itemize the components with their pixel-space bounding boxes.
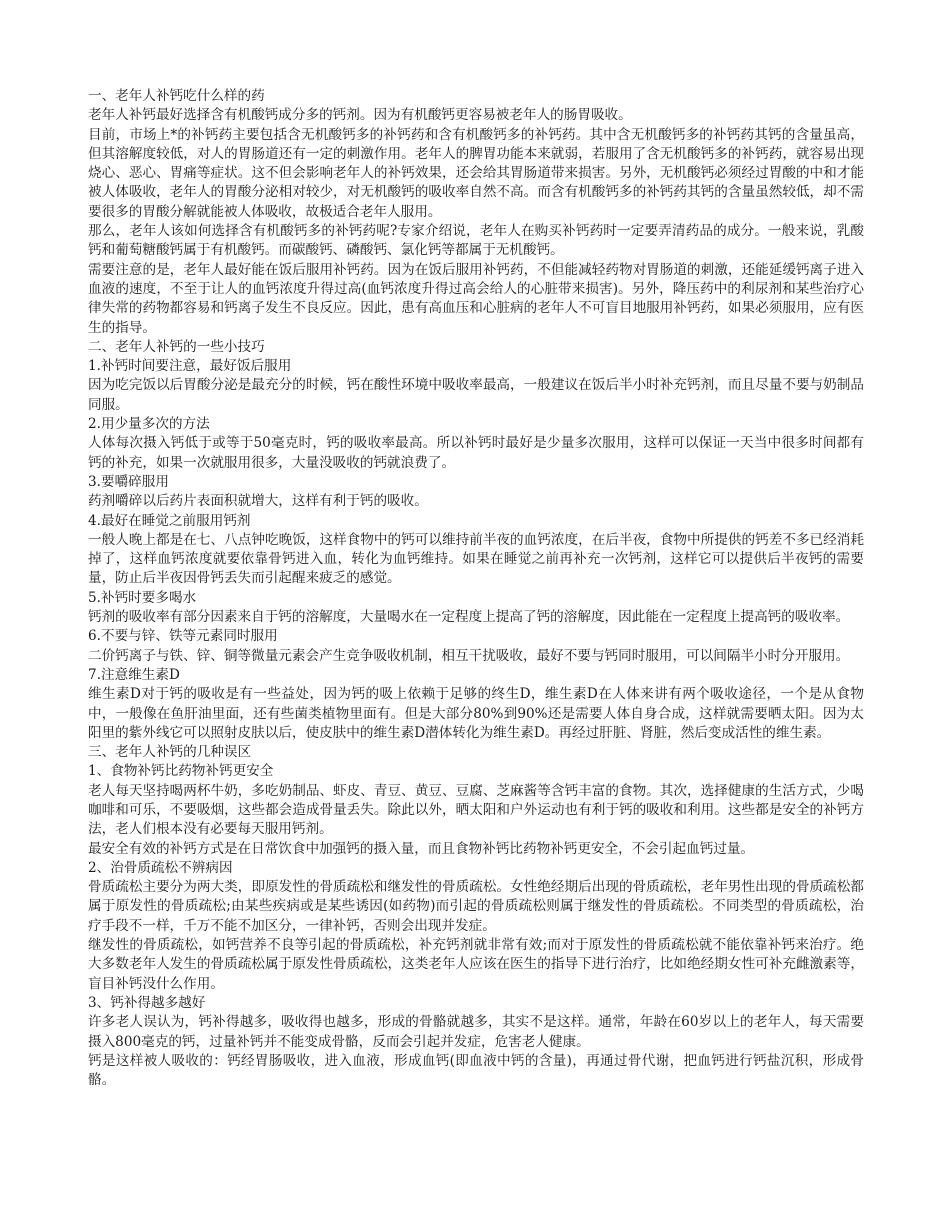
paragraph: 老人每天坚持喝两杯牛奶，多吃奶制品、虾皮、青豆、黄豆、豆腐、芝麻酱等含钙丰富的食物。其次，选择健康的生活方式，少喝咖啡和可乐，不要吸烟，这些都会造成骨量丢失。除此以外，晒太阳和户外运动也有利于钙的吸收和利用。这些都是安全的补钙方法，老人们根本没有必要每天服用钙剂。 [88, 782, 864, 838]
tip-heading: 1.补钙时间要注意，最好饭后服用 [88, 358, 292, 375]
paragraph: 人体每次摄入钙低于或等于50毫克时，钙的吸收率最高。所以补钙时最好是少量多次服用，这样可以保证一天当中很多时间都有钙的补充，如果一次就服用很多，大量没吸收的钙就浪费了。 [88, 435, 864, 471]
paragraph: 骨质疏松主要分为两大类，即原发性的骨质疏松和继发性的骨质疏松。女性绝经期后出现的骨质疏松，老年男性出现的骨质疏松都属于原发性的骨质疏松;由某些疾病或是某些诱因(如药物)而引起的骨质疏松则属于继发性的骨质疏松。不同类型的骨质疏松，治疗手段不一样，千万不能不加区分，一律补钙，否则会出现并发症。 [88, 879, 864, 934]
myth-heading: 1、食物补钙比药物补钙更安全 [88, 763, 274, 780]
paragraph: 那么，老年人该如何选择含有机酸钙多的补钙药呢?专家介绍说，老年人在购买补钙药时一定要弄清药品的成分。一般来说，乳酸钙和葡萄糖酸钙属于有机酸钙。而碳酸钙、磷酸钙、氯化钙等都属于无机酸钙。 [88, 223, 864, 259]
section-heading-2: 二、老年人补钙的一些小技巧 [88, 338, 265, 355]
tip-heading: 2.用少量多次的方法 [88, 416, 210, 433]
paragraph: 继发性的骨质疏松，如钙营养不良等引起的骨质疏松，补充钙剂就非常有效;而对于原发性的骨质疏松就不能依靠补钙来治疗。绝大多数老年人发生的骨质疏松属于原发性骨质疏松，这类老年人应该在医生的指导下进行治疗，比如绝经期女性可补充雌激素等，盲目补钙没什么作用。 [88, 937, 864, 992]
paragraph: 最安全有效的补钙方式是在日常饮食中加强钙的摄入量，而且食物补钙比药物补钙更安全，不会引起血钙过量。 [88, 840, 755, 857]
paragraph: 目前，市场上*的补钙药主要包括含无机酸钙多的补钙药和含有机酸钙多的补钙药。其中含无机酸钙多的补钙药其钙的含量虽高，但其溶解度较低，对人的胃肠道还有一定的刺激作用。老年人的脾胃功能本来就弱，若服用了含无机酸钙多的补钙药，就容易出现烧心、恶心、胃痛等症状。这不但会影响老年人的补钙效果，还会给其胃肠道带来损害。另外，无机酸钙必须经过胃酸的中和才能被人体吸收，老年人的胃酸分泌相对较少，对无机酸钙的吸收率自然不高。而含有机酸钙多的补钙药其钙的含量虽然较低，却不需要很多的胃酸分解就能被人体吸收，故极适合老年人服用。 [88, 126, 864, 220]
tip-heading: 7.注意维生素D [88, 666, 180, 683]
paragraph: 因为吃完饭以后胃酸分泌是最充分的时候，钙在酸性环境中吸收率最高，一般建议在饭后半小时补充钙剂，而且尽量不要与奶制品同服。 [88, 377, 864, 413]
paragraph: 钙是这样被人吸收的：钙经胃肠吸收，进入血液，形成血钙(即血液中钙的含量)，再通过骨代谢，把血钙进行钙盐沉积，形成骨骼。 [88, 1052, 864, 1089]
paragraph: 许多老人误认为，钙补得越多，吸收得也越多，形成的骨骼就越多，其实不是这样。通常，年龄在60岁以上的老年人，每天需要摄入800毫克的钙，过量补钙并不能变成骨骼，反而会引起并发症，危害老人健康。 [88, 1014, 864, 1050]
document-body [88, 87, 864, 1090]
paragraph: 老年人补钙最好选择含有机酸钙成分多的钙剂。因为有机酸钙更容易被老年人的肠胃吸收。 [88, 107, 632, 124]
paragraph: 维生素D对于钙的吸收是有一些益处，因为钙的吸上依赖于足够的终生D，维生素D在人体来讲有两个吸收途径，一个是从食物中，一般像在鱼肝油里面，还有些菌类植物里面有。但是大部分80%到90%还是需要人体自身合成，这样就需要晒太阳。因为太阳里的紫外线它可以照射皮肤以后，使皮肤中的维生素D潜体转化为维生素D。再经过肝脏、肾脏，然后变成活性的维生素。 [88, 686, 864, 741]
section-heading-3: 三、老年人补钙的几种误区 [88, 744, 252, 761]
tip-heading: 4.最好在睡觉之前服用钙剂 [88, 512, 251, 529]
section-heading-1: 一、老年人补钙吃什么样的药 [88, 88, 265, 104]
myth-heading: 3、钙补得越多越好 [88, 994, 206, 1011]
tip-heading: 6.不要与锌、铁等元素同时服用 [88, 628, 278, 645]
paragraph: 需要注意的是，老年人最好能在饭后服用补钙药。因为在饭后服用补钙药，不但能减轻药物对胃肠道的刺激，还能延缓钙离子进入血液的速度，不至于让人的血钙浓度升得过高(血钙浓度升得过高会给人的心脏带来损害)。另外，降压药中的利尿剂和某些治疗心律失常的药物都容易和钙离子发生不良反应。因此，患有高血压和心脏病的老年人不可盲目地服用补钙药，如果必须服用，应有医生的指导。 [88, 261, 864, 336]
paragraph: 药剂嚼碎以后药片表面积就增大，这样有利于钙的吸收。 [88, 493, 428, 510]
myth-heading: 2、治骨质疏松不辨病因 [88, 859, 233, 876]
tip-heading: 5.补钙时要多喝水 [88, 589, 197, 606]
tip-heading: 3.要嚼碎服用 [88, 473, 169, 490]
paragraph: 一般人晚上都是在七、八点钟吃晚饭，这样食物中的钙可以维持前半夜的血钙浓度，在后半夜，食物中所提供的钙差不多已经消耗掉了，这样血钙浓度就要依靠骨钙进入血，转化为血钙维持。如果在睡觉之前再补充一次钙剂，这样它可以提供后半夜钙的需要量，防止后半夜因骨钙丢失而引起醒来疲乏的感觉。 [88, 531, 864, 587]
paragraph: 钙剂的吸收率有部分因素来自于钙的溶解度，大量喝水在一定程度上提高了钙的溶解度，因此能在一定程度上提高钙的吸收率。 [88, 609, 850, 626]
paragraph: 二价钙离子与铁、锌、铜等微量元素会产生竞争吸收机制，相互干扰吸收，最好不要与钙同时服用，可以间隔半小时分开服用。 [88, 647, 850, 664]
